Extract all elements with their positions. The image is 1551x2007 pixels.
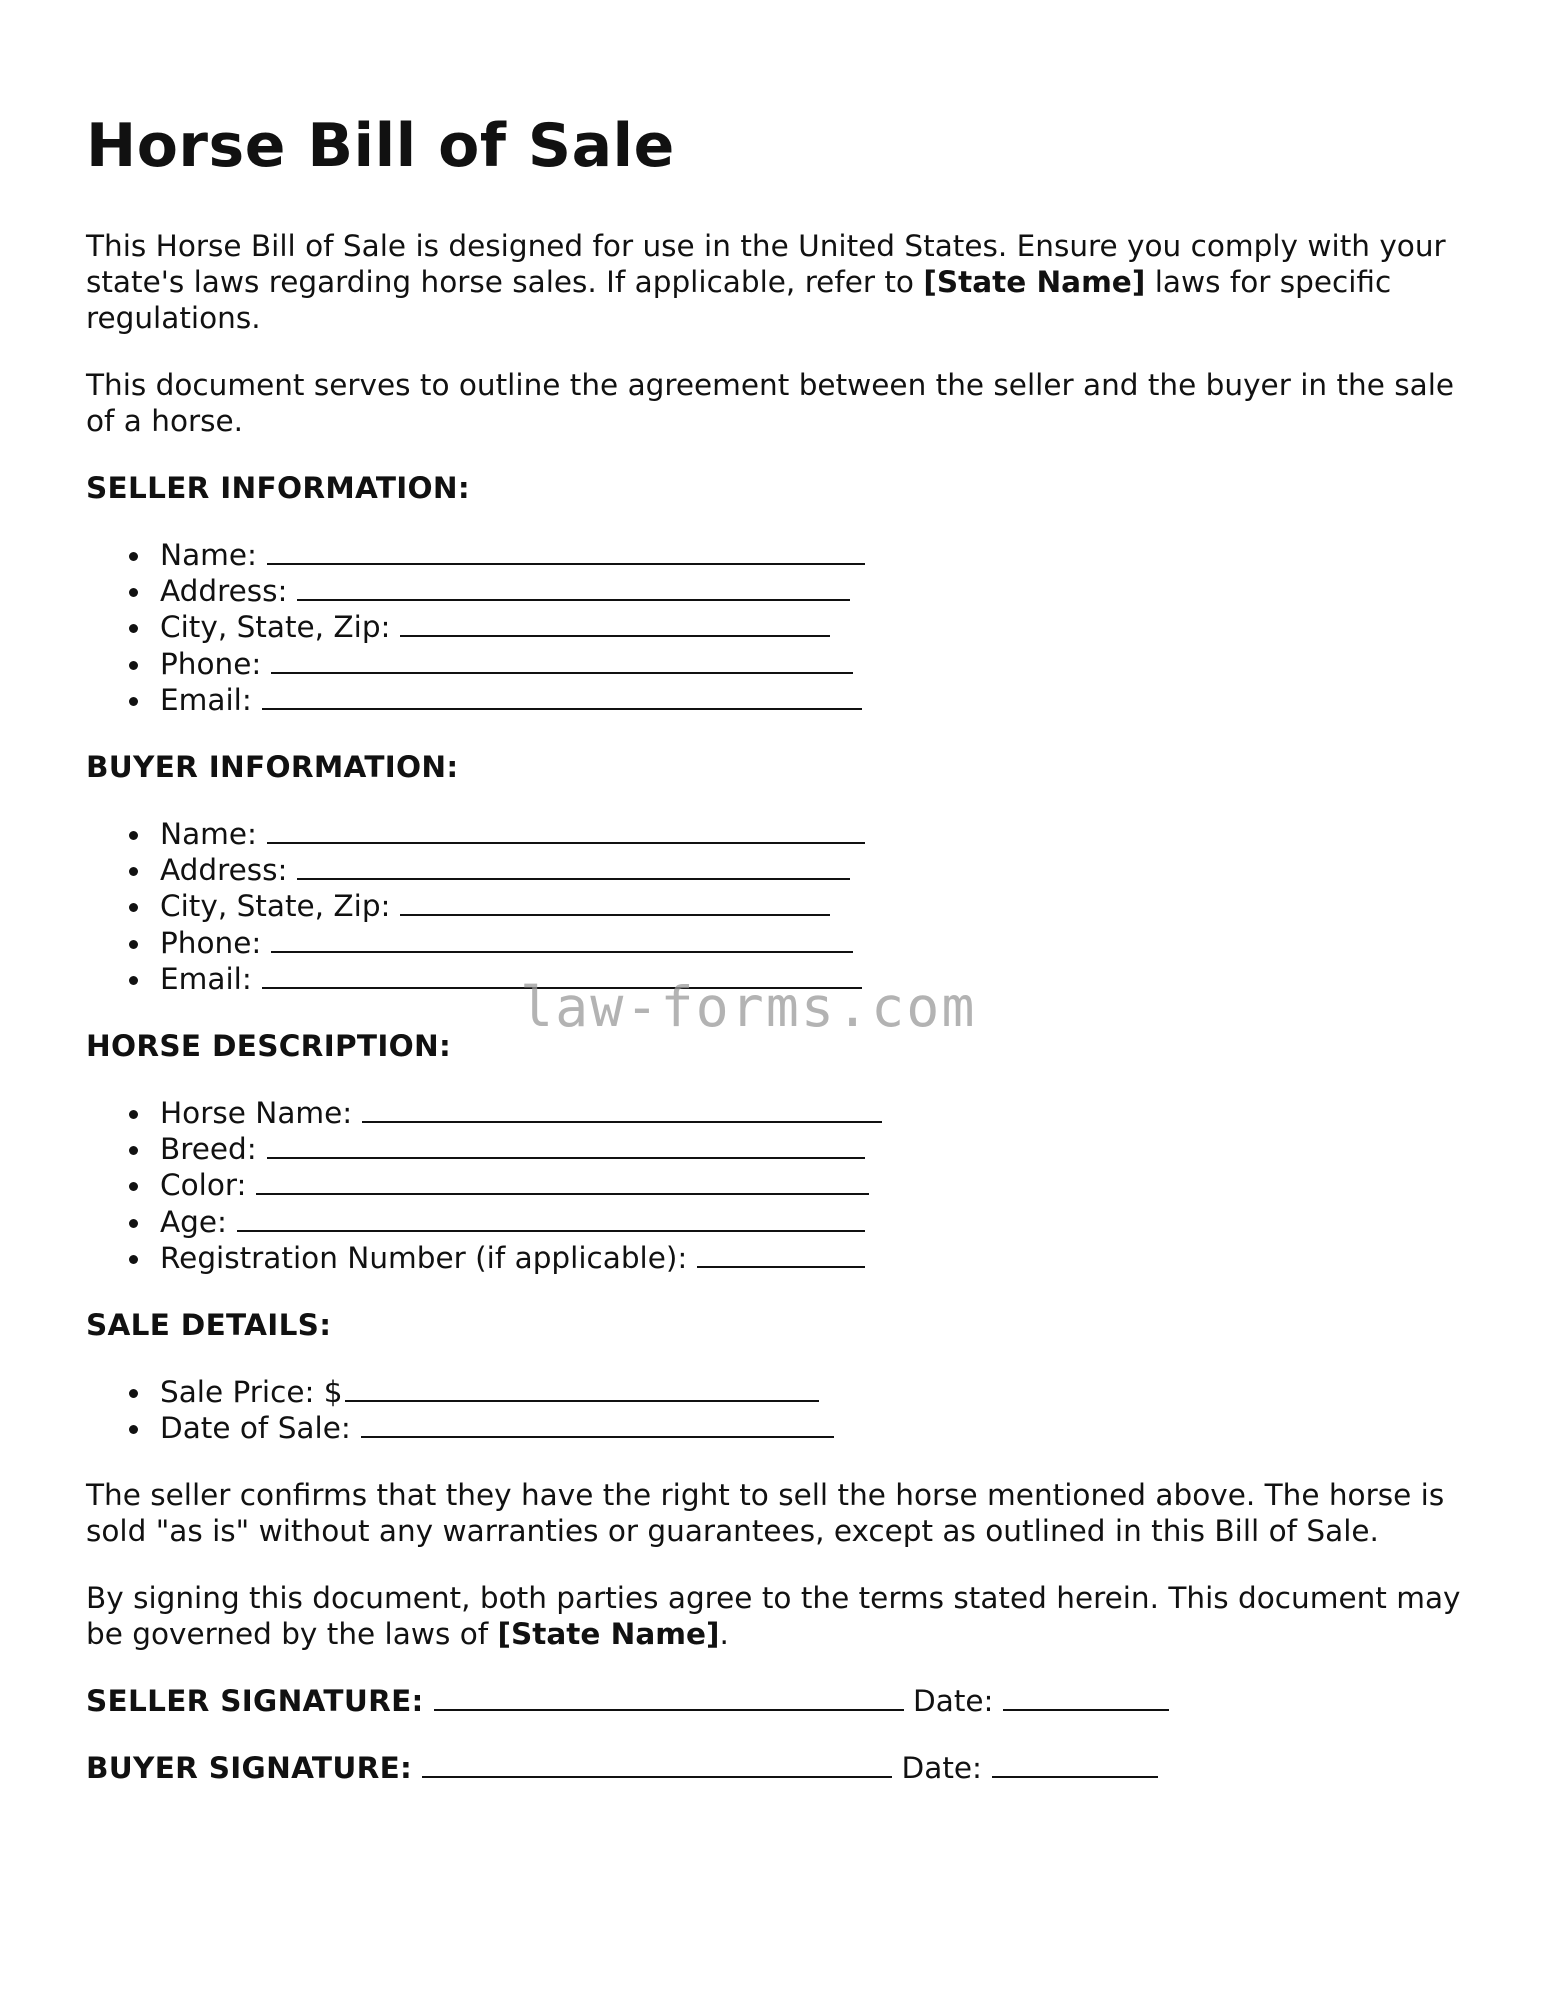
field-label: City, State, Zip:	[160, 889, 391, 924]
seller-info-heading: SELLER INFORMATION:	[86, 471, 470, 505]
seller-date-field[interactable]	[1003, 1683, 1169, 1711]
list-item	[160, 537, 1486, 573]
field-label: Sale Price: $	[160, 1375, 343, 1410]
list-item	[160, 925, 1486, 961]
page-title: Horse Bill of Sale	[86, 111, 675, 181]
registration-number-field[interactable]	[697, 1240, 865, 1268]
buyer-signature-line	[86, 1750, 1486, 1786]
horse-description-list	[86, 1095, 1486, 1276]
seller-address-field[interactable]	[297, 573, 850, 601]
buyer-city-state-zip-field[interactable]	[400, 888, 830, 916]
field-label: Address:	[160, 574, 288, 609]
seller-date-label: Date:	[913, 1684, 994, 1719]
horse-name-field[interactable]	[362, 1095, 882, 1123]
list-item	[160, 646, 1486, 682]
field-label: Name:	[160, 538, 257, 572]
seller-phone-field[interactable]	[271, 646, 853, 674]
seller-signature-field[interactable]	[434, 1683, 904, 1711]
seller-name-field[interactable]	[267, 537, 865, 565]
state-name-placeholder: [State Name]	[923, 265, 1146, 299]
list-item	[160, 1410, 1486, 1446]
field-label: Name:	[160, 817, 257, 852]
watermark: law-forms.com	[520, 975, 977, 1039]
field-label: City, State, Zip:	[160, 610, 391, 645]
field-label: Address:	[160, 853, 288, 888]
closing-text-end: .	[719, 1617, 729, 1652]
list-item	[160, 573, 1486, 609]
buyer-info-list	[86, 816, 1486, 997]
seller-city-state-zip-field[interactable]	[400, 609, 830, 637]
list-item	[160, 1240, 1486, 1276]
buyer-date-field[interactable]	[992, 1750, 1158, 1778]
state-name-placeholder: [State Name]	[497, 1617, 720, 1652]
horse-color-field[interactable]	[256, 1167, 869, 1195]
buyer-name-field[interactable]	[267, 816, 865, 844]
list-item	[160, 1204, 1486, 1240]
seller-info-list	[86, 537, 1486, 718]
buyer-date-label: Date:	[901, 1751, 982, 1786]
document-page	[86, 108, 1486, 1817]
buyer-phone-field[interactable]	[271, 925, 853, 953]
seller-email-field[interactable]	[262, 682, 862, 710]
list-item	[160, 1095, 1486, 1131]
intro-paragraph-2: This document serves to outline the agreement between the seller and the buyer in the sale of a horse.	[86, 368, 1455, 438]
field-label: Phone:	[160, 925, 262, 960]
closing-paragraph-1: The seller confirms that they have the right to sell the horse mentioned above. The horse is sold "as is" without any warranties or guarantees, except as outlined in this Bill of Sale.	[86, 1478, 1445, 1549]
list-item	[160, 1374, 1486, 1410]
field-label: Registration Number (if applicable):	[160, 1240, 688, 1275]
field-label: Breed:	[160, 1132, 257, 1167]
field-label: Age:	[160, 1204, 227, 1239]
list-item	[160, 1167, 1486, 1203]
field-label: Email:	[160, 961, 252, 996]
horse-description-heading: HORSE DESCRIPTION:	[86, 1029, 452, 1064]
sale-details-list	[86, 1374, 1486, 1446]
closing-paragraph-2	[86, 1580, 1486, 1652]
field-label: Horse Name:	[160, 1096, 353, 1131]
field-label: Date of Sale:	[160, 1411, 351, 1446]
date-of-sale-field[interactable]	[361, 1410, 834, 1438]
list-item	[160, 852, 1486, 888]
list-item	[160, 816, 1486, 852]
buyer-signature-label: BUYER SIGNATURE:	[86, 1751, 413, 1786]
intro-paragraph-1	[86, 228, 1486, 336]
closing-text: By signing this document, both parties agree to the terms stated herein. This document may be governed by the laws of	[86, 1581, 1461, 1652]
buyer-signature-field[interactable]	[422, 1750, 892, 1778]
list-item	[160, 609, 1486, 645]
sale-price-field[interactable]	[345, 1374, 819, 1402]
seller-signature-line	[86, 1683, 1486, 1719]
field-label: Phone:	[160, 646, 262, 681]
intro-text: This Horse Bill of Sale is designed for use in the United States. Ensure you comply with your state's laws regarding horse sales. If applicable, refer to	[86, 229, 1446, 299]
intro-text-end: laws for specific regulations.	[86, 265, 1392, 335]
buyer-address-field[interactable]	[297, 852, 850, 880]
field-label: Color:	[160, 1168, 247, 1203]
seller-signature-label: SELLER SIGNATURE:	[86, 1684, 424, 1719]
list-item	[160, 888, 1486, 924]
horse-age-field[interactable]	[237, 1204, 865, 1232]
buyer-info-heading: BUYER INFORMATION:	[86, 750, 459, 785]
field-label: Email:	[160, 682, 252, 717]
horse-breed-field[interactable]	[267, 1131, 865, 1159]
list-item	[160, 682, 1486, 718]
sale-details-heading: SALE DETAILS:	[86, 1308, 332, 1343]
list-item	[160, 1131, 1486, 1167]
